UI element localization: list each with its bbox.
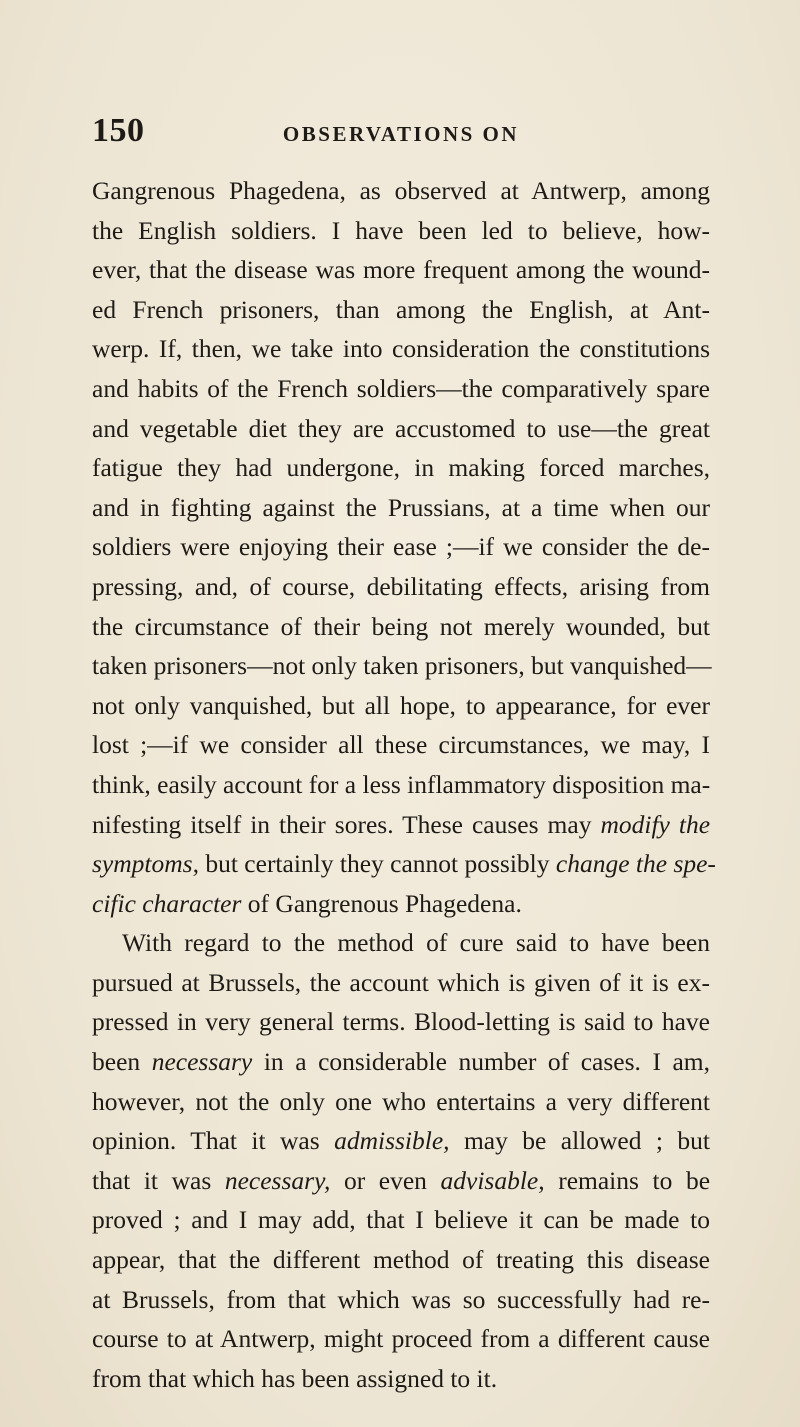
text-line: fatigue they had undergone, in making forced marches,	[92, 453, 710, 483]
text-line: and vegetable diet they are accustomed to use—the great	[92, 413, 710, 443]
running-head	[92, 112, 710, 152]
text-run: nifesting itself in their sores. These causes may	[92, 809, 592, 839]
italic-text: symptoms,	[92, 849, 199, 879]
text-run: remains to be	[558, 1165, 711, 1195]
text-run: been	[92, 1047, 141, 1077]
text-line: Gangrenous Phagedena, as observed at Antwerp, among	[92, 176, 710, 205]
text-line: at Brussels, from that which was so successfully had re-	[92, 1284, 710, 1314]
text-run: in a considerable number of cases. I am,	[263, 1047, 711, 1077]
text-line	[92, 1161, 710, 1201]
text-line	[92, 1121, 710, 1161]
body-text	[92, 171, 716, 1398]
text-line: ed French prisoners, than among the English, at Ant-	[92, 294, 710, 324]
text-run: opinion. That it was	[92, 1126, 320, 1156]
text-line	[92, 844, 716, 884]
text-line	[92, 1042, 710, 1082]
page-number: 150	[92, 112, 145, 149]
text-run: that it was	[92, 1165, 212, 1195]
text-line: ever, that the disease was more frequent among the wound-	[92, 255, 710, 285]
text-line: taken prisoners—not only taken prisoners, but vanquished—	[92, 651, 712, 681]
text-line: pressing, and, of course, debilitating effects, arising from	[92, 571, 710, 601]
text-line: the circumstance of their being not merely wounded, but	[92, 611, 710, 641]
italic-text: necessary	[151, 1047, 253, 1077]
text-line: think, easily account for a less inflammatory disposition ma-	[92, 769, 711, 799]
text-run: may be allowed ; but	[463, 1126, 711, 1156]
text-line: not only vanquished, but all hope, to appearance, for ever	[92, 690, 710, 720]
italic-text: change the spe-	[555, 849, 716, 879]
italic-text: admissible,	[334, 1126, 450, 1156]
text-line: pressed in very general terms. Blood-letting is said to have	[92, 1007, 710, 1037]
text-line: however, not the only one who entertains a very different	[92, 1086, 710, 1116]
running-title: OBSERVATIONS ON	[282, 122, 520, 146]
text-run: of Gangrenous Phagedena.	[247, 888, 522, 918]
text-line: and habits of the French soldiers—the comparatively spare	[92, 373, 710, 403]
text-line: soldiers were enjoying their ease ;—if we consider the de-	[92, 532, 710, 562]
italic-text: modify the	[600, 809, 711, 839]
italic-text: cific character	[92, 888, 242, 918]
italic-text: necessary,	[224, 1165, 331, 1195]
text-line: and in fighting against the Prussians, at a time when our	[92, 492, 710, 522]
text-run: or even	[343, 1165, 427, 1195]
text-line: course to at Antwerp, might proceed from a different cause	[92, 1324, 710, 1354]
text-line: appear, that the different method of treating this disease	[92, 1245, 710, 1275]
text-run: but certainly they cannot possibly	[205, 849, 550, 879]
text-line: the English soldiers. I have been led to believe, how-	[92, 215, 710, 245]
text-line: lost ;—if we consider all these circumstances, we may, I	[92, 730, 710, 760]
italic-text: advisable,	[440, 1165, 545, 1195]
text-line	[92, 884, 710, 924]
text-line: proved ; and I may add, that I believe it can be made to	[92, 1205, 710, 1235]
text-line	[92, 805, 710, 845]
text-line: werp. If, then, we take into consideration the constitutions	[92, 334, 710, 364]
text-line: from that which has been assigned to it.	[92, 1363, 498, 1393]
text-line: With regard to the method of cure said to have been	[122, 928, 710, 958]
text-line: pursued at Brussels, the account which is given of it is ex-	[92, 967, 710, 997]
